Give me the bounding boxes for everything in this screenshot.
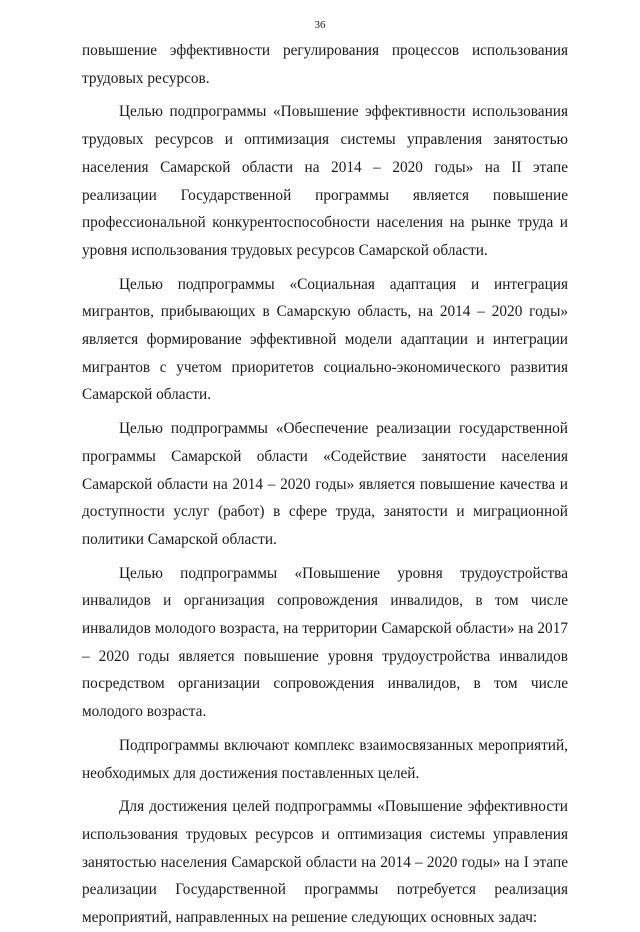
paragraph-subprogram-labor-resources-goal: Целью подпрограммы «Повышение эффективности использования трудовых ресурсов и оптимизация системы управления занятостью населения Самарской области на 2014 – 2020 годы» на II этапе реализации Государственной программы является повышение профессиональной конкурентоспособности населения на рынке труда и уровня использования трудовых ресурсов Самарской области. [82,103,568,259]
paragraph-disabled-employment-goal: Целью подпрограммы «Повышение уровня трудоустройства инвалидов и организация сопровождения инвалидов, в том числе инвалидов молодого возраста, на территории Самарской области» на 2017 – 2020 годы является повышение уровня трудоустройства инвалидов посредством организации сопровождения инвалидов, в том числе молодого возраста. [82,564,568,721]
paragraph-subprograms-measures: Подпрограммы включают комплекс взаимосвязанных мероприятий, необходимых для достижения поставленных целей. [82,736,568,782]
paragraph-tasks-intro: Для достижения целей подпрограммы «Повышение эффективности использования трудовых ресурсов и оптимизация системы управления занятостью населения Самарской области на 2014 – 2020 годы» на I этапе реализации Государственной программы потребуется реализация мероприятий, направленных на решение следующих основных задач: [82,798,568,927]
document-body [82,37,568,932]
paragraph-migrant-adaptation-goal: Целью подпрограммы «Социальная адаптация и интеграция мигрантов, прибывающих в Самарскую область, на 2014 – 2020 годы» является формирование эффективной модели адаптации и интеграции мигрантов с учетом приоритетов социально-экономического развития Самарской области. [82,275,568,404]
page-number: 36 [314,19,326,31]
paragraph-continuation: повышение эффективности регулирования процессов использования трудовых ресурсов. [82,42,568,87]
paragraph-state-program-implementation-goal: Целью подпрограммы «Обеспечение реализации государственной программы Самарской области «Содействие занятости населения Самарской области на 2014 – 2020 годы» является повышение качества и доступности услуг (работ) в сфере труда, занятости и миграционной политики Самарской области. [82,420,568,548]
